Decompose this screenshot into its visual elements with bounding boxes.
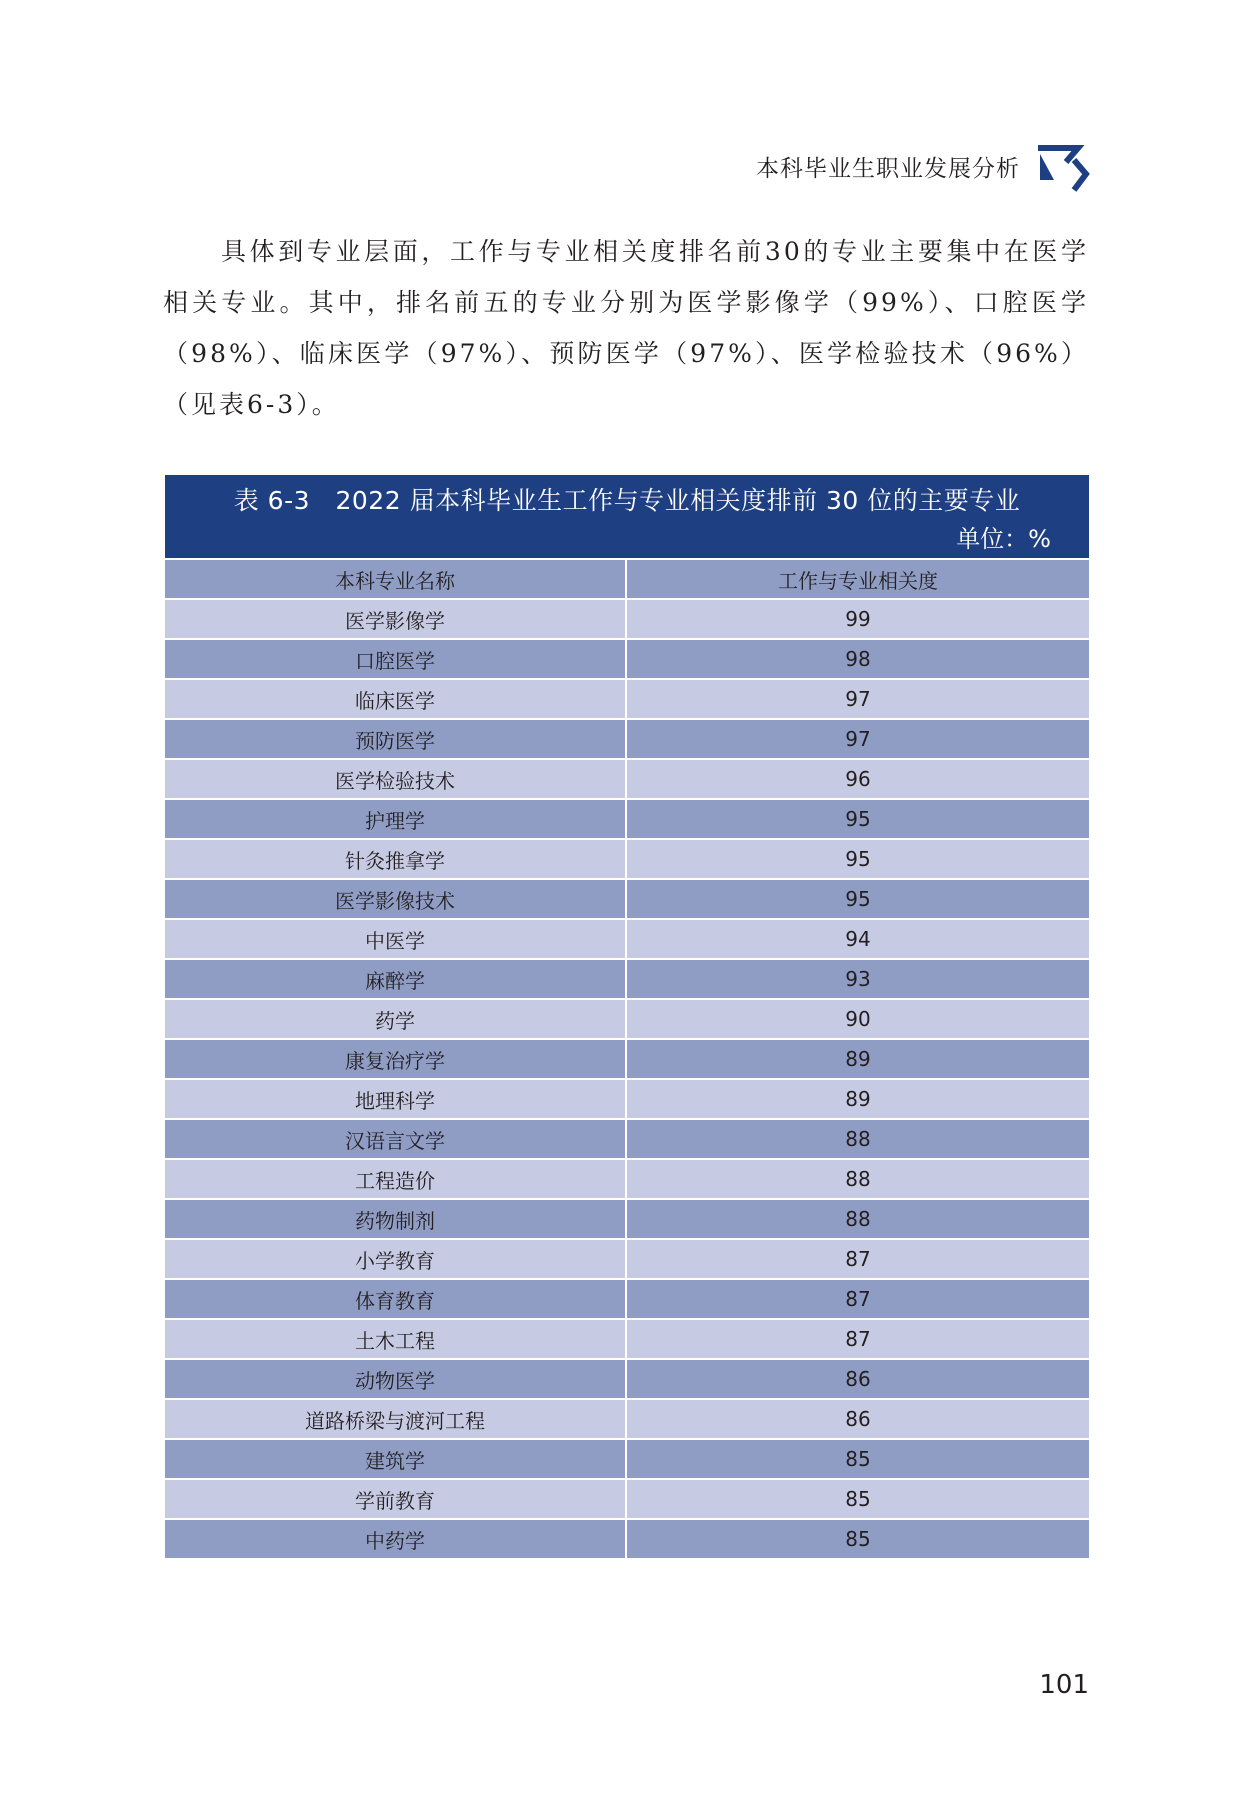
- relevance-cell: 99: [626, 599, 1089, 639]
- major-name-cell: 学前教育: [165, 1479, 626, 1519]
- table-row: [165, 1439, 1089, 1479]
- major-name-cell: 麻醉学: [165, 959, 626, 999]
- table-row: [165, 999, 1089, 1039]
- major-name-cell: 土木工程: [165, 1319, 626, 1359]
- table-row: [165, 1119, 1089, 1159]
- relevance-cell: 88: [626, 1119, 1089, 1159]
- major-name-cell: 小学教育: [165, 1239, 626, 1279]
- relevance-cell: 89: [626, 1079, 1089, 1119]
- table-row: [165, 679, 1089, 719]
- major-name-cell: 护理学: [165, 799, 626, 839]
- major-name-cell: 口腔医学: [165, 639, 626, 679]
- major-name-cell: 临床医学: [165, 679, 626, 719]
- relevance-cell: 85: [626, 1439, 1089, 1479]
- running-header: [600, 140, 1090, 196]
- table-row: [165, 1079, 1089, 1119]
- relevance-cell: 94: [626, 919, 1089, 959]
- major-name-cell: 康复治疗学: [165, 1039, 626, 1079]
- relevance-cell: 98: [626, 639, 1089, 679]
- data-table: [165, 558, 1089, 1558]
- major-name-cell: 针灸推拿学: [165, 839, 626, 879]
- table-row: [165, 839, 1089, 879]
- relevance-cell: 87: [626, 1319, 1089, 1359]
- body-paragraph: 具体到专业层面，工作与专业相关度排名前30的专业主要集中在医学相关专业。其中，排名前五的专业分别为医学影像学（99%）、口腔医学（98%）、临床医学（97%）、预防医学（97%）、医学检验技术（96%）（见表6-3）。: [163, 237, 1089, 419]
- relevance-cell: 97: [626, 679, 1089, 719]
- major-name-cell: 药物制剂: [165, 1199, 626, 1239]
- column-header-major: 本科专业名称: [165, 559, 626, 599]
- major-name-cell: 道路桥梁与渡河工程: [165, 1399, 626, 1439]
- major-name-cell: 预防医学: [165, 719, 626, 759]
- table-row: [165, 879, 1089, 919]
- chapter-title: 本科毕业生职业发展分析: [756, 156, 1020, 182]
- relevance-cell: 95: [626, 879, 1089, 919]
- relevance-cell: 85: [626, 1519, 1089, 1558]
- table-row: [165, 1199, 1089, 1239]
- major-name-cell: 工程造价: [165, 1159, 626, 1199]
- table-header-band: [165, 475, 1089, 558]
- major-name-cell: 中药学: [165, 1519, 626, 1558]
- majors-table: [165, 475, 1089, 1558]
- page-number: 101: [1039, 1670, 1089, 1700]
- table-row: [165, 1239, 1089, 1279]
- table-row: [165, 599, 1089, 639]
- table-row: [165, 1039, 1089, 1079]
- relevance-cell: 93: [626, 959, 1089, 999]
- relevance-cell: 86: [626, 1399, 1089, 1439]
- table-row: [165, 759, 1089, 799]
- relevance-cell: 87: [626, 1239, 1089, 1279]
- table-unit: 单位：%: [956, 525, 1051, 553]
- major-name-cell: 地理科学: [165, 1079, 626, 1119]
- major-name-cell: 医学影像学: [165, 599, 626, 639]
- major-name-cell: 汉语言文学: [165, 1119, 626, 1159]
- table-row: [165, 919, 1089, 959]
- relevance-cell: 88: [626, 1159, 1089, 1199]
- table-row: [165, 719, 1089, 759]
- column-header-row: [165, 559, 1089, 599]
- relevance-cell: 88: [626, 1199, 1089, 1239]
- relevance-cell: 97: [626, 719, 1089, 759]
- table-row: [165, 1479, 1089, 1519]
- relevance-cell: 95: [626, 839, 1089, 879]
- relevance-cell: 95: [626, 799, 1089, 839]
- relevance-cell: 85: [626, 1479, 1089, 1519]
- relevance-cell: 90: [626, 999, 1089, 1039]
- major-name-cell: 中医学: [165, 919, 626, 959]
- major-name-cell: 药学: [165, 999, 626, 1039]
- relevance-cell: 87: [626, 1279, 1089, 1319]
- major-name-cell: 建筑学: [165, 1439, 626, 1479]
- table-row: [165, 1279, 1089, 1319]
- major-name-cell: 体育教育: [165, 1279, 626, 1319]
- chapter-arrow-icon: [1034, 140, 1090, 196]
- major-name-cell: 医学检验技术: [165, 759, 626, 799]
- table-row: [165, 639, 1089, 679]
- table-row: [165, 799, 1089, 839]
- relevance-cell: 96: [626, 759, 1089, 799]
- major-name-cell: 动物医学: [165, 1359, 626, 1399]
- table-caption: 表 6-3 2022 届本科毕业生工作与专业相关度排前 30 位的主要专业: [233, 486, 1021, 515]
- table-row: [165, 1519, 1089, 1558]
- relevance-cell: 86: [626, 1359, 1089, 1399]
- column-header-relevance: 工作与专业相关度: [626, 559, 1089, 599]
- table-row: [165, 959, 1089, 999]
- table-row: [165, 1159, 1089, 1199]
- relevance-cell: 89: [626, 1039, 1089, 1079]
- table-row: [165, 1399, 1089, 1439]
- table-row: [165, 1359, 1089, 1399]
- table-row: [165, 1319, 1089, 1359]
- major-name-cell: 医学影像技术: [165, 879, 626, 919]
